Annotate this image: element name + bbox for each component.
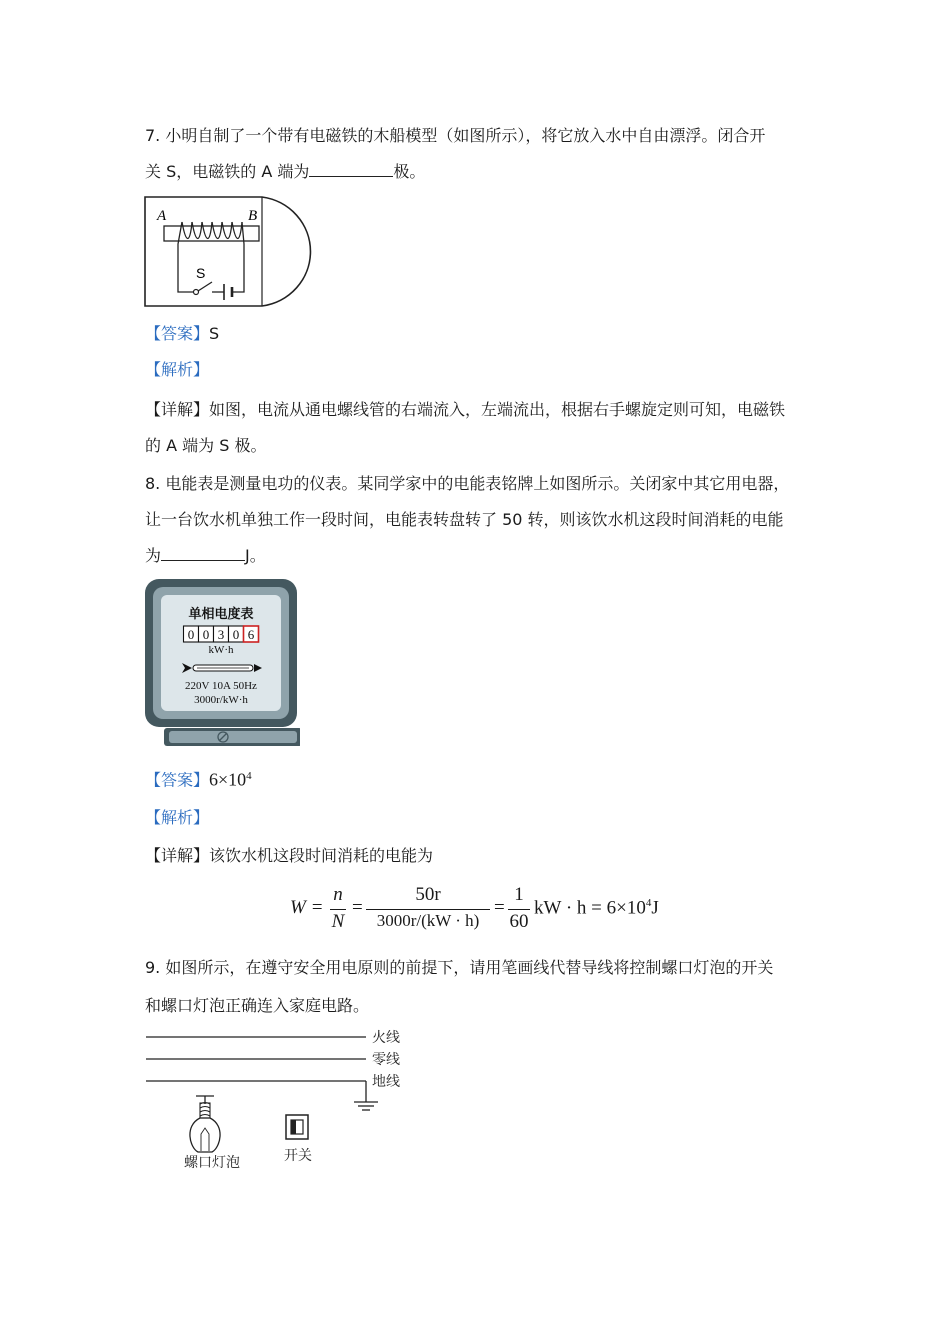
q7-answer-tag: 【答案】 [145,324,210,343]
q7-analysis-tag: 【解析】 [145,360,210,379]
neutral-wire-label: 零线 [372,1052,400,1068]
formula-f1-den: N [331,911,345,932]
q8-line3-tail: J。 [245,546,266,565]
formula-eq2: = [494,897,505,918]
solenoid-coil [182,222,242,239]
q8-answer-value: 6×10 [209,769,247,790]
energy-formula [290,884,670,940]
meter-spec-constant: 3000r/kW·h [194,694,248,706]
q8-detail [145,846,433,866]
formula-eq1: = [352,897,363,918]
q7-answer-value: S [209,324,220,343]
wire-right [236,222,244,292]
meter-digit-counter [184,626,259,642]
q8-line1: 8. 电能表是测量电功的仪表。某同学家中的电能表铭牌上如图所示。关闭家中其它用电器， [145,474,790,493]
meter-title: 单相电度表 [188,607,254,622]
q8-analysis [145,808,209,828]
live-wire-label: 火线 [372,1030,400,1046]
q8-analysis-tag: 【解析】 [145,808,210,827]
boat-hull [145,197,310,306]
meter-digit: 0 [202,627,210,642]
q8-line3-text: 为 [145,546,162,565]
meter-base-plate [169,731,297,743]
q7-line2-text: 关 S，电磁铁的 A 端为 [145,162,310,181]
meter-digit: 6 [247,627,255,642]
q8-line2: 让一台饮水机单独工作一段时间，电能表转盘转了 50 转，则该饮水机这段时间消耗的电能 [145,510,784,529]
q7-answer [145,324,219,344]
meter-unit: kW·h [208,644,234,656]
q7-analysis [145,360,209,380]
label-a: A [157,208,167,224]
screw-bulb-icon [190,1096,220,1152]
label-s: S [196,265,206,281]
household-circuit-figure [140,1024,420,1174]
q9-line2: 和螺口灯泡正确连入家庭电路。 [145,996,370,1015]
q7-answer-blank[interactable] [309,162,393,177]
q9-line1: 9. 如图所示，在遵守安全用电原则的前提下，请用笔画线代替导线将控制螺口灯泡的开关 [145,958,774,977]
q7-line1: 7. 小明自制了一个带有电磁铁的木船模型（如图所示），将它放入水中自由漂浮。闭合开 [145,126,766,145]
q8-answer [145,766,252,790]
formula-result-unit: J [651,897,659,919]
formula-result-exponent: 4 [645,897,652,909]
q8-answer-exponent: 4 [246,770,252,782]
q7-detail-line2: 的 A 端为 S 极。 [145,436,267,455]
q7-line2-tail: 极。 [393,162,426,181]
q8-detail-tag: 【详解】 [145,846,210,865]
wire-left [178,222,194,292]
q8-answer-tag: 【答案】 [145,770,210,790]
q7-line2 [145,162,425,182]
q8-detail-text: 该饮水机这段时间消耗的电能为 [209,846,434,865]
switch-pivot [194,290,199,295]
formula-f2-num: 50r [415,884,441,905]
q8-answer-blank[interactable] [161,546,245,561]
q7-detail-text: 如图，电流从通电螺线管的右端流入，左端流出，根据右手螺旋定则可知，电磁铁 [209,400,786,419]
boat-electromagnet-figure [144,196,320,308]
formula-f2-den: 3000r/(kW · h) [376,911,480,930]
formula-result [534,897,659,919]
switch-icon [286,1115,308,1139]
q7-detail-line1 [145,400,785,420]
switch-s [198,282,212,291]
formula-f3-den: 60 [509,911,529,932]
formula-result-base: kW · h = 6×10 [534,897,646,919]
label-b: B [248,208,258,224]
electric-meter-figure [144,578,300,748]
formula-f3-num: 1 [514,884,524,905]
meter-spec-rating: 220V 10A 50Hz [185,680,257,692]
meter-digit: 3 [217,627,225,642]
meter-digit: 0 [187,627,195,642]
formula-f1-num: n [333,884,343,905]
q7-detail-tag: 【详解】 [145,400,210,419]
switch-label: 开关 [284,1148,312,1164]
meter-digit: 0 [232,627,240,642]
bulb-label: 螺口灯泡 [184,1155,240,1171]
q8-line3 [145,546,266,566]
formula-lhs: W = [290,897,324,918]
ground-wire-label: 地线 [372,1074,400,1090]
